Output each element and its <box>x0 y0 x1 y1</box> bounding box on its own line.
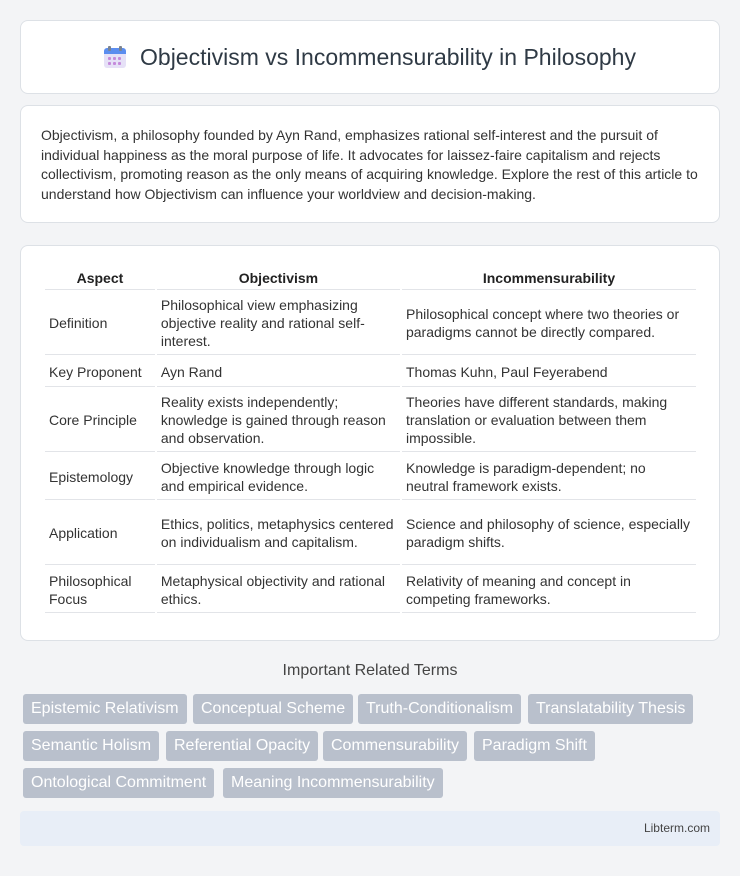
intro-card <box>20 105 720 223</box>
column-header-objectivism: Objectivism <box>157 266 400 290</box>
table-cell: Core Principle <box>45 389 155 452</box>
table-row <box>45 357 696 387</box>
tag-translatability-thesis[interactable]: Translatability Thesis <box>528 694 693 724</box>
calendar-icon <box>104 46 126 68</box>
header-card <box>20 20 720 94</box>
table-header-row <box>45 266 696 290</box>
table-cell: Science and philosophy of science, especially paradigm shifts. <box>402 502 696 565</box>
table-row <box>45 567 696 613</box>
tag-paradigm-shift[interactable]: Paradigm Shift <box>474 731 595 761</box>
table-cell: Key Proponent <box>45 357 155 387</box>
comparison-card <box>20 245 720 641</box>
table-row <box>45 389 696 452</box>
page-title: Objectivism vs Incommensurability in Philosophy <box>140 43 636 70</box>
table-cell: Ethics, politics, metaphysics centered on individualism and capitalism. <box>157 502 400 565</box>
table-row <box>45 454 696 500</box>
tag-semantic-holism[interactable]: Semantic Holism <box>23 731 159 761</box>
tag-truth-conditionalism[interactable]: Truth-Conditionalism <box>358 694 521 724</box>
column-header-aspect: Aspect <box>45 266 155 290</box>
related-terms-title: Important Related Terms <box>282 662 458 679</box>
tag-conceptual-scheme[interactable]: Conceptual Scheme <box>193 694 353 724</box>
table-cell: Relativity of meaning and concept in competing frameworks. <box>402 567 696 613</box>
footer-site-link[interactable]: Libterm.com <box>643 821 710 835</box>
table-cell: Objective knowledge through logic and empirical evidence. <box>157 454 400 500</box>
table-cell: Philosophical concept where two theories or paradigms cannot be directly compared. <box>402 292 696 355</box>
tag-commensurability[interactable]: Commensurability <box>323 731 467 761</box>
comparison-table <box>43 264 698 615</box>
table-cell: Ayn Rand <box>157 357 400 387</box>
table-row <box>45 292 696 355</box>
table-row <box>45 502 696 565</box>
table-cell: Theories have different standards, making translation or evaluation between them impossible. <box>402 389 696 452</box>
tag-epistemic-relativism[interactable]: Epistemic Relativism <box>23 694 187 724</box>
tag-referential-opacity[interactable]: Referential Opacity <box>166 731 318 761</box>
table-cell: Knowledge is paradigm-dependent; no neutral framework exists. <box>402 454 696 500</box>
table-cell: Epistemology <box>45 454 155 500</box>
table-cell: Metaphysical objectivity and rational ethics. <box>157 567 400 613</box>
table-cell: Thomas Kuhn, Paul Feyerabend <box>402 357 696 387</box>
table-cell: Reality exists independently; knowledge is gained through reason and observation. <box>157 389 400 452</box>
intro-text: Objectivism, a philosophy founded by Ayn Rand, emphasizes rational self-interest and the pursuit of individual happiness as the moral purpose of life. It advocates for laissez-faire capitalism and rejects collectivism, promoting reason as the only means of acquiring knowledge. Explore the rest of this article to understand how Objectivism can influence your worldview and decision-making. <box>41 127 698 202</box>
footer <box>20 811 720 846</box>
table-cell: Philosophical view emphasizing objective reality and rational self-interest. <box>157 292 400 355</box>
table-cell: Philosophical Focus <box>45 567 155 613</box>
tag-meaning-incommensurability[interactable]: Meaning Incommensurability <box>223 768 443 798</box>
tag-ontological-commitment[interactable]: Ontological Commitment <box>23 768 214 798</box>
table-cell: Definition <box>45 292 155 355</box>
table-cell: Application <box>45 502 155 565</box>
column-header-incommensurability: Incommensurability <box>402 266 696 290</box>
